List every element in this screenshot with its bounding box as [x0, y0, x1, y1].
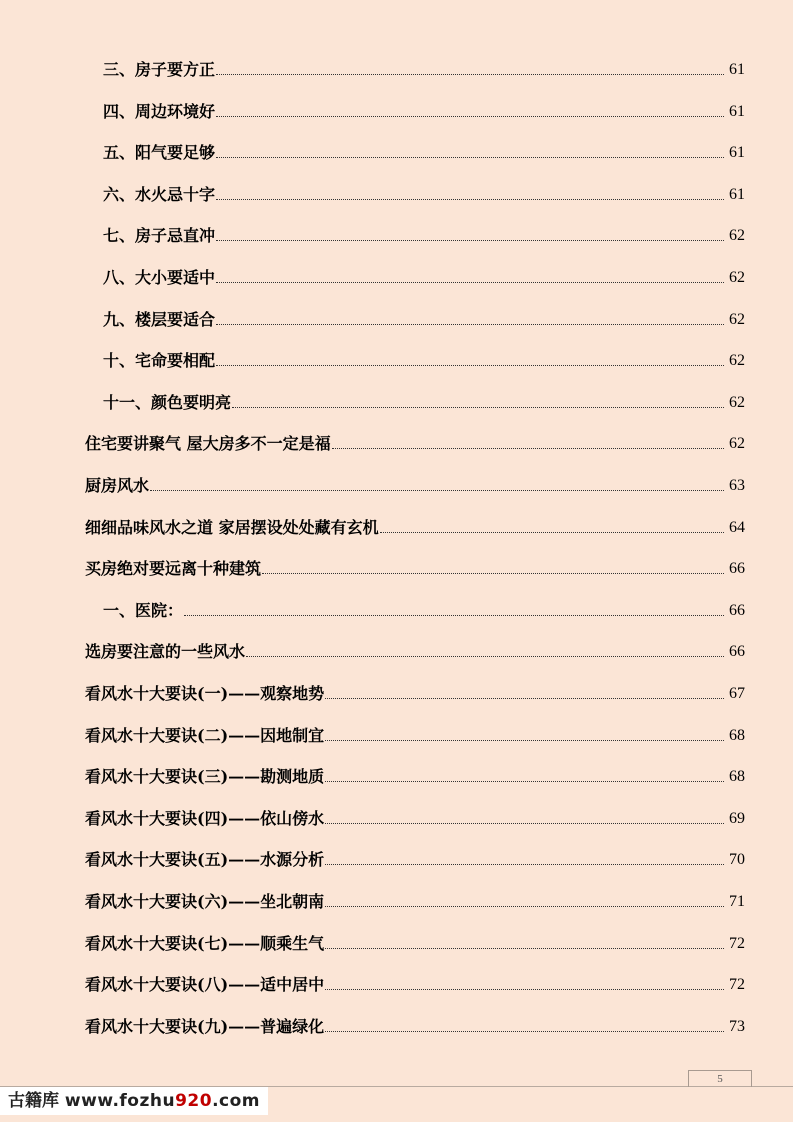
toc-entry-page: 71	[729, 893, 745, 910]
toc-entry[interactable]	[103, 141, 745, 163]
watermark-url: www.fozhu920.com	[64, 1091, 261, 1111]
toc-dot-leader	[246, 655, 724, 657]
toc-dot-leader	[216, 323, 724, 325]
toc-entry-page: 62	[729, 352, 745, 370]
toc-entry[interactable]	[103, 266, 745, 288]
toc-entry-title: 八、大小要适中	[103, 268, 216, 287]
toc-entry-page: 62	[729, 310, 745, 328]
toc-dot-leader	[216, 281, 724, 283]
toc-entry[interactable]	[85, 516, 745, 538]
toc-entry-page: 66	[729, 643, 745, 661]
toc-entry-title: 五、阳气要足够	[103, 143, 216, 163]
toc-entry[interactable]	[85, 807, 745, 829]
toc-entry[interactable]	[103, 391, 745, 413]
toc-entry-page: 68	[729, 768, 745, 786]
toc-entry[interactable]	[103, 349, 745, 371]
toc-entry[interactable]	[85, 640, 745, 662]
toc-entry-title: 看风水十大要诀(二)——因地制宜	[85, 725, 325, 745]
toc-entry-page: 72	[729, 976, 745, 994]
toc-entry-title: 一、医院：	[103, 600, 184, 620]
toc-entry-title: 看风水十大要诀(一)——观察地势	[85, 684, 325, 703]
toc-entry-title: 四、周边环境好	[103, 101, 216, 121]
toc-entry-page: 61	[729, 144, 745, 162]
toc-entry-page: 64	[729, 518, 745, 536]
toc-entry-page: 62	[729, 435, 745, 453]
toc-dot-leader	[325, 1030, 724, 1032]
toc-dot-leader	[216, 73, 724, 75]
toc-dot-leader	[325, 739, 724, 741]
toc-entry[interactable]	[103, 183, 745, 205]
toc-entry-title: 九、楼层要适合	[103, 309, 216, 329]
toc-entry[interactable]	[85, 848, 745, 870]
toc-entry-page: 66	[729, 560, 745, 578]
toc-dot-leader	[325, 780, 724, 782]
toc-entry-title: 十、宅命要相配	[103, 351, 216, 371]
toc-dot-leader	[325, 947, 724, 949]
toc-entry[interactable]	[103, 100, 745, 122]
toc-entry[interactable]	[85, 682, 745, 704]
toc-entry[interactable]	[85, 1015, 745, 1037]
toc-dot-leader	[325, 822, 724, 824]
toc-entry-title: 三、房子要方正	[103, 60, 216, 79]
toc-entry-title: 看风水十大要诀(九)——普遍绿化	[85, 1016, 325, 1036]
toc-entry[interactable]	[85, 474, 745, 496]
toc-dot-leader	[325, 697, 724, 699]
watermark-logo	[0, 1087, 268, 1115]
toc-entry-title: 六、水火忌十字	[103, 184, 216, 204]
toc-dot-leader	[325, 905, 724, 907]
toc-entry-title: 看风水十大要诀(三)——勘测地质	[85, 767, 325, 787]
toc-entry-page: 62	[729, 227, 745, 245]
toc-entry[interactable]	[85, 724, 745, 746]
toc-dot-leader	[216, 198, 724, 200]
toc-entry[interactable]	[85, 973, 745, 995]
toc-entry-title: 看风水十大要诀(四)——依山傍水	[85, 808, 325, 828]
toc-entry-page: 66	[729, 601, 745, 619]
page-number: 5	[688, 1070, 752, 1087]
toc-entry[interactable]	[85, 890, 745, 912]
toc-entry-title: 细细品味风水之道 家居摆设处处藏有玄机	[85, 517, 379, 537]
toc-entry-page: 68	[729, 726, 745, 744]
toc-entry-page: 67	[729, 685, 745, 702]
toc-entry[interactable]	[85, 432, 745, 454]
toc-entry-page: 69	[729, 809, 745, 827]
toc-entry-title: 七、房子忌直冲	[103, 226, 216, 246]
toc-dot-leader	[325, 863, 724, 865]
toc-dot-leader	[184, 614, 724, 616]
toc-entry-title: 厨房风水	[85, 476, 150, 495]
toc-entry-page: 73	[729, 1017, 745, 1035]
toc-dot-leader	[325, 988, 724, 990]
toc-entry[interactable]	[85, 765, 745, 787]
toc-entry-page: 62	[729, 269, 745, 286]
toc-entry-title: 十一、颜色要明亮	[103, 392, 232, 412]
watermark-site-name: 古籍库	[8, 1091, 59, 1111]
toc-dot-leader	[380, 531, 724, 533]
toc-dot-leader	[216, 239, 724, 241]
toc-entry[interactable]	[85, 932, 745, 954]
toc-entry[interactable]	[103, 308, 745, 330]
toc-entry-page: 70	[729, 851, 745, 869]
toc-entry[interactable]	[103, 224, 745, 246]
toc-entry-page: 63	[729, 477, 745, 494]
toc-entry[interactable]	[103, 599, 745, 621]
toc-entry-title: 选房要注意的一些风水	[85, 642, 246, 662]
toc-dot-leader	[216, 364, 724, 366]
toc-dot-leader	[216, 156, 724, 158]
toc-entry-title: 买房绝对要远离十种建筑	[85, 559, 262, 579]
toc-entry-page: 61	[729, 102, 745, 120]
toc-entry-page: 62	[729, 393, 745, 411]
toc-dot-leader	[262, 572, 724, 574]
toc-entry-title: 看风水十大要诀(七)——顺乘生气	[85, 933, 325, 953]
toc-entry-title: 看风水十大要诀(六)——坐北朝南	[85, 892, 325, 911]
toc-entry-title: 看风水十大要诀(八)——适中居中	[85, 975, 325, 995]
toc-entry-page: 72	[729, 934, 745, 952]
toc-entry-page: 61	[729, 185, 745, 203]
toc-entry[interactable]	[103, 58, 745, 80]
toc-entry-page: 61	[729, 61, 745, 78]
toc-entry-title: 住宅要讲聚气 屋大房多不一定是福	[85, 434, 331, 454]
toc-dot-leader	[216, 115, 724, 117]
toc-dot-leader	[232, 406, 724, 408]
toc-entry-title: 看风水十大要诀(五)——水源分析	[85, 850, 325, 870]
toc-dot-leader	[332, 447, 724, 449]
toc-dot-leader	[150, 489, 724, 491]
toc-entry[interactable]	[85, 557, 745, 579]
